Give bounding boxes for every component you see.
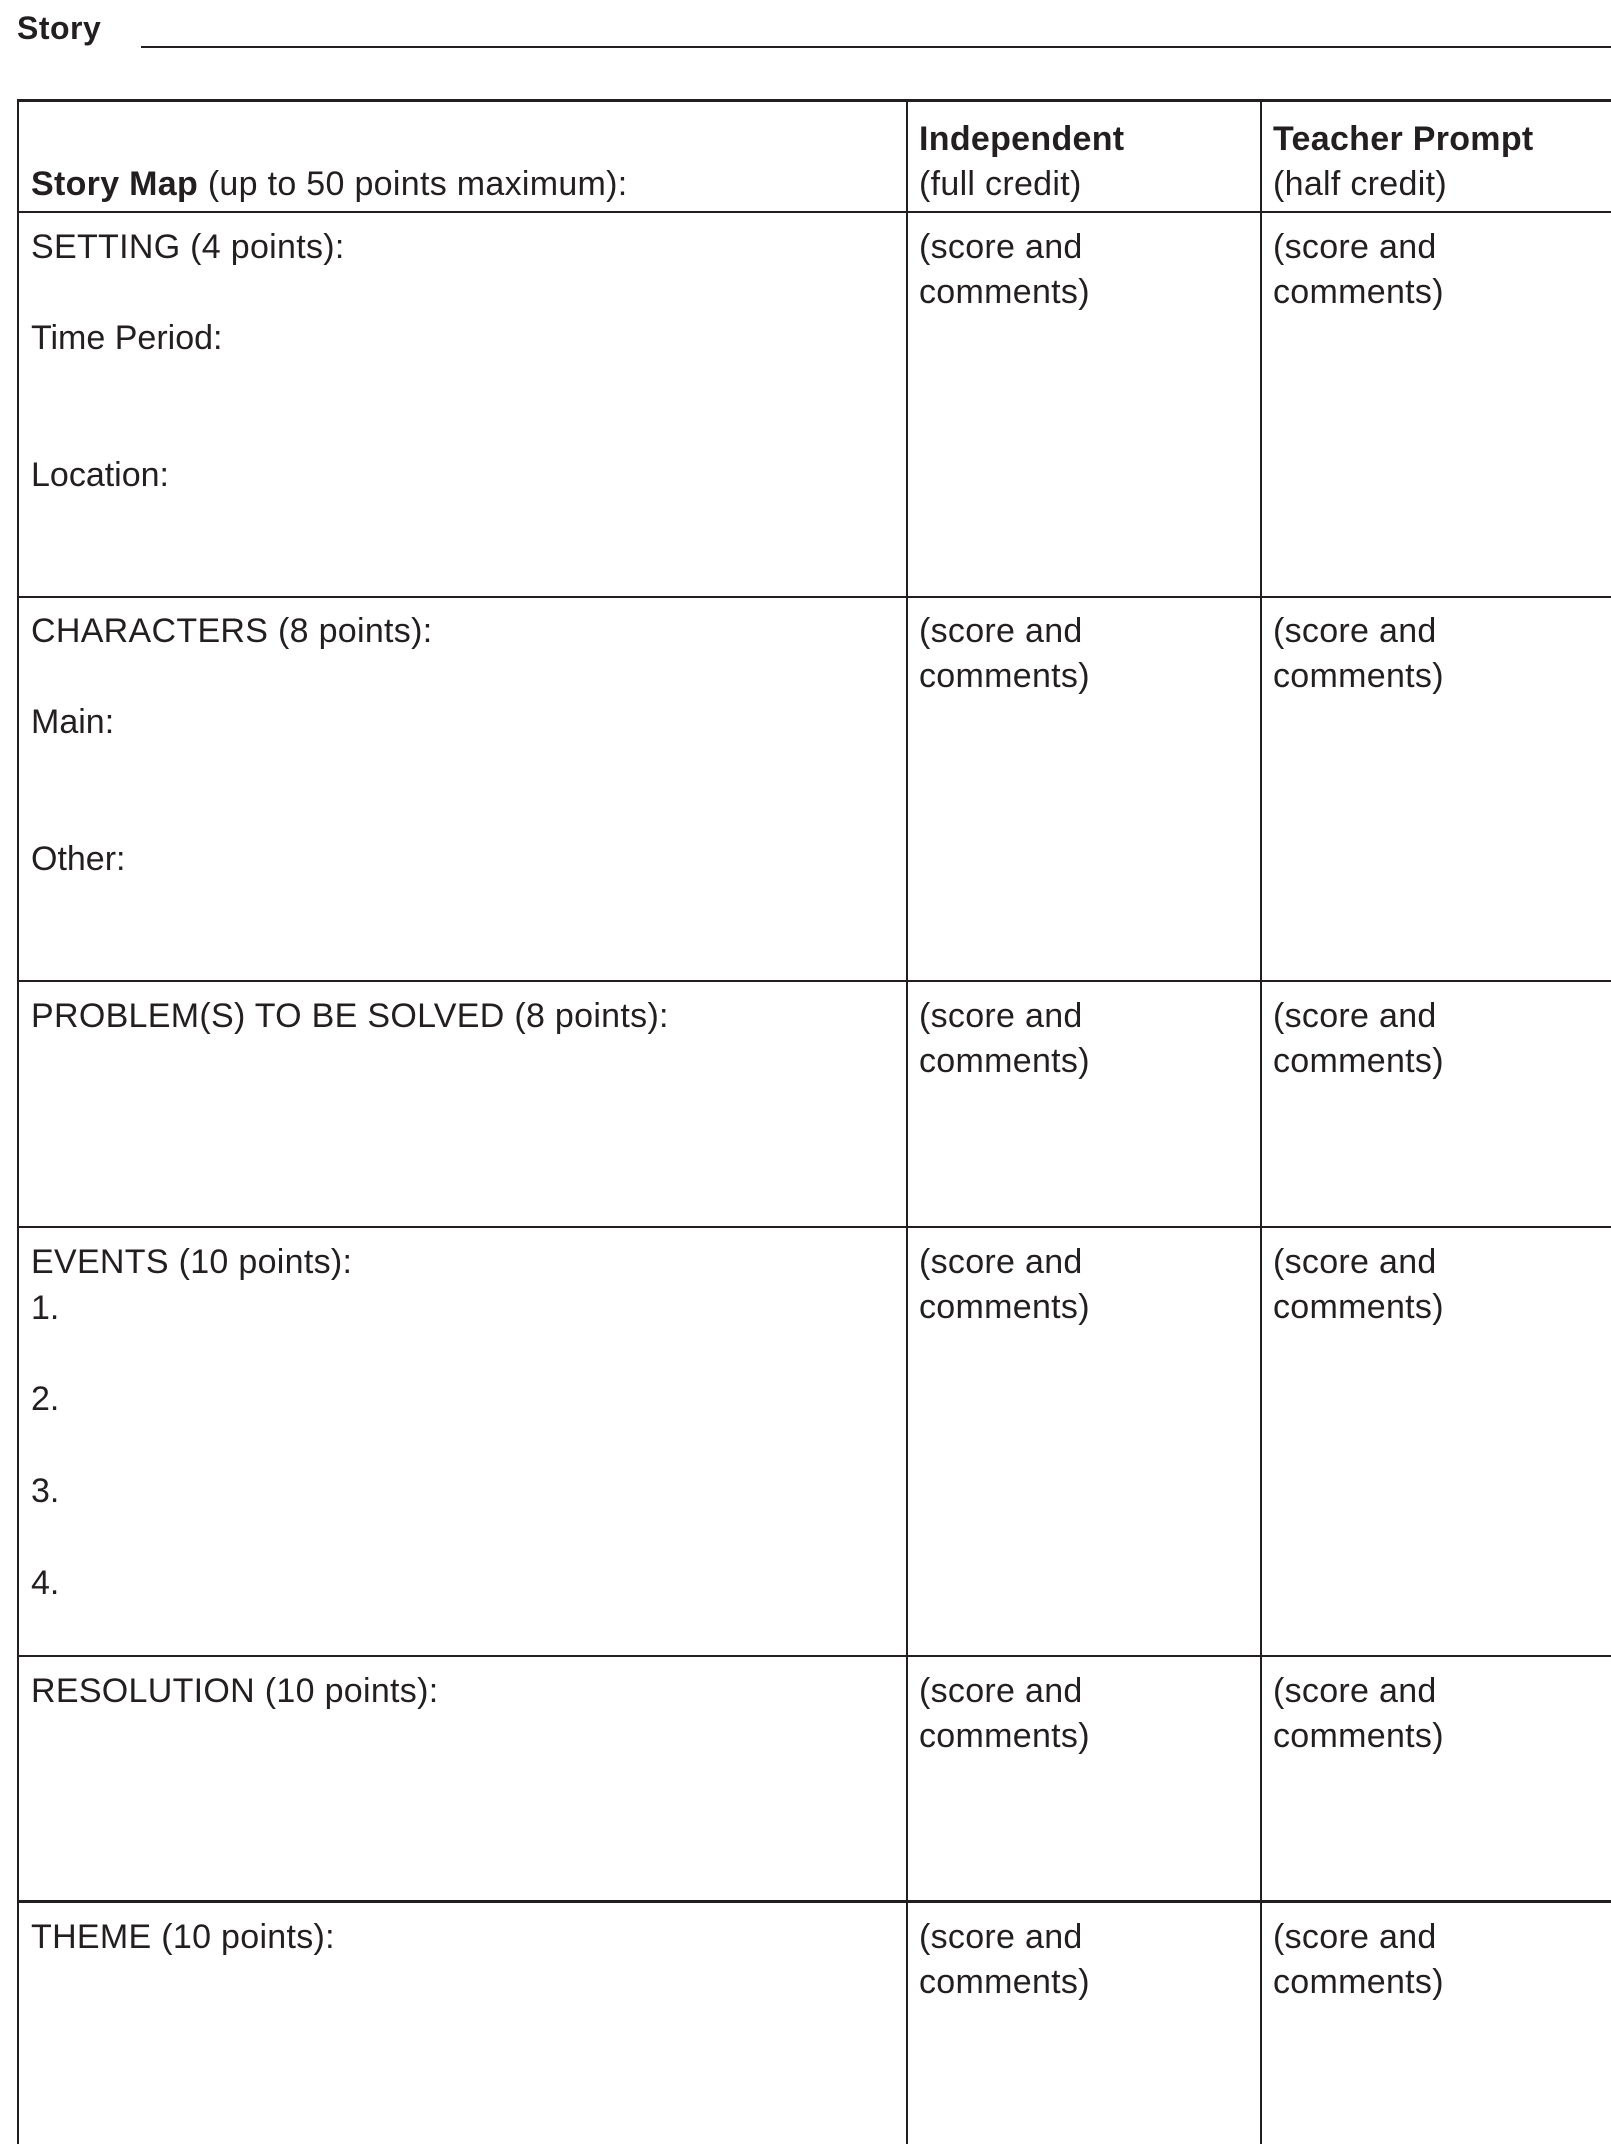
field-event-4[interactable]: 4. bbox=[31, 1564, 60, 1602]
events-independent-score[interactable] bbox=[919, 1240, 1090, 1330]
theme-teacher-score[interactable] bbox=[1273, 1915, 1444, 2005]
score-placeholder: (score and bbox=[1273, 1918, 1437, 1956]
score-placeholder: comments) bbox=[919, 1042, 1090, 1080]
header-independent bbox=[919, 117, 1124, 207]
story-label: Story bbox=[17, 10, 102, 46]
score-placeholder: (score and bbox=[1273, 612, 1437, 650]
header-teacher-prompt-subtitle: (half credit) bbox=[1273, 165, 1447, 203]
field-event-1[interactable]: 1. bbox=[31, 1289, 60, 1327]
row-divider bbox=[17, 1655, 1611, 1657]
score-placeholder: (score and bbox=[919, 612, 1083, 650]
score-placeholder: (score and bbox=[919, 228, 1083, 266]
score-placeholder: comments) bbox=[919, 273, 1090, 311]
field-event-2[interactable]: 2. bbox=[31, 1380, 60, 1418]
score-placeholder: comments) bbox=[1273, 1042, 1444, 1080]
score-placeholder: comments) bbox=[919, 1963, 1090, 2001]
header-story-map-subtitle: (up to 50 points maximum): bbox=[207, 165, 628, 203]
score-placeholder: (score and bbox=[919, 1243, 1083, 1281]
characters-independent-score[interactable] bbox=[919, 609, 1090, 699]
score-placeholder: (score and bbox=[919, 1918, 1083, 1956]
setting-teacher-score[interactable] bbox=[1273, 225, 1444, 315]
resolution-teacher-score[interactable] bbox=[1273, 1669, 1444, 1759]
header-teacher-prompt-title: Teacher Prompt bbox=[1273, 120, 1534, 158]
score-placeholder: (score and bbox=[1273, 997, 1437, 1035]
header-independent-title: Independent bbox=[919, 120, 1125, 158]
score-placeholder: comments) bbox=[1273, 1288, 1444, 1326]
score-placeholder: (score and bbox=[919, 997, 1083, 1035]
score-placeholder: comments) bbox=[1273, 657, 1444, 695]
score-placeholder: comments) bbox=[1273, 273, 1444, 311]
score-placeholder: comments) bbox=[919, 1717, 1090, 1755]
row-resolution-heading: RESOLUTION (10 points): bbox=[31, 1672, 439, 1710]
story-title-line bbox=[17, 6, 1611, 54]
column-divider bbox=[906, 99, 908, 2144]
header-story-map bbox=[31, 162, 628, 207]
table-top-border bbox=[17, 99, 1611, 102]
field-main-characters[interactable]: Main: bbox=[31, 703, 115, 741]
header-independent-subtitle: (full credit) bbox=[919, 165, 1082, 203]
score-placeholder: (score and bbox=[1273, 228, 1437, 266]
header-teacher-prompt bbox=[1273, 117, 1534, 207]
field-location[interactable]: Location: bbox=[31, 456, 169, 494]
header-story-map-title: Story Map bbox=[31, 165, 199, 203]
field-event-3[interactable]: 3. bbox=[31, 1472, 60, 1510]
table-left-border bbox=[17, 99, 19, 2144]
problem-independent-score[interactable] bbox=[919, 994, 1090, 1084]
field-other-characters[interactable]: Other: bbox=[31, 840, 126, 878]
story-map-rubric-table bbox=[17, 99, 1611, 2144]
score-placeholder: comments) bbox=[1273, 1963, 1444, 2001]
score-placeholder: comments) bbox=[919, 657, 1090, 695]
events-teacher-score[interactable] bbox=[1273, 1240, 1444, 1330]
characters-teacher-score[interactable] bbox=[1273, 609, 1444, 699]
story-name-blank[interactable] bbox=[141, 46, 1611, 48]
row-problem-heading: PROBLEM(S) TO BE SOLVED (8 points): bbox=[31, 997, 669, 1035]
row-divider bbox=[17, 1226, 1611, 1228]
header-divider bbox=[17, 211, 1611, 213]
score-placeholder: (score and bbox=[1273, 1243, 1437, 1281]
row-divider bbox=[17, 596, 1611, 598]
resolution-independent-score[interactable] bbox=[919, 1669, 1090, 1759]
problem-teacher-score[interactable] bbox=[1273, 994, 1444, 1084]
row-theme-heading: THEME (10 points): bbox=[31, 1918, 335, 1956]
field-time-period[interactable]: Time Period: bbox=[31, 319, 223, 357]
setting-independent-score[interactable] bbox=[919, 225, 1090, 315]
score-placeholder: comments) bbox=[1273, 1717, 1444, 1755]
score-placeholder: (score and bbox=[919, 1672, 1083, 1710]
row-divider bbox=[17, 980, 1611, 982]
row-characters-heading: CHARACTERS (8 points): bbox=[31, 612, 433, 650]
column-divider bbox=[1260, 99, 1262, 2144]
score-placeholder: (score and bbox=[1273, 1672, 1437, 1710]
theme-independent-score[interactable] bbox=[919, 1915, 1090, 2005]
row-setting-heading: SETTING (4 points): bbox=[31, 228, 345, 266]
row-divider bbox=[17, 1900, 1611, 1903]
row-events-heading: EVENTS (10 points): bbox=[31, 1243, 353, 1281]
score-placeholder: comments) bbox=[919, 1288, 1090, 1326]
